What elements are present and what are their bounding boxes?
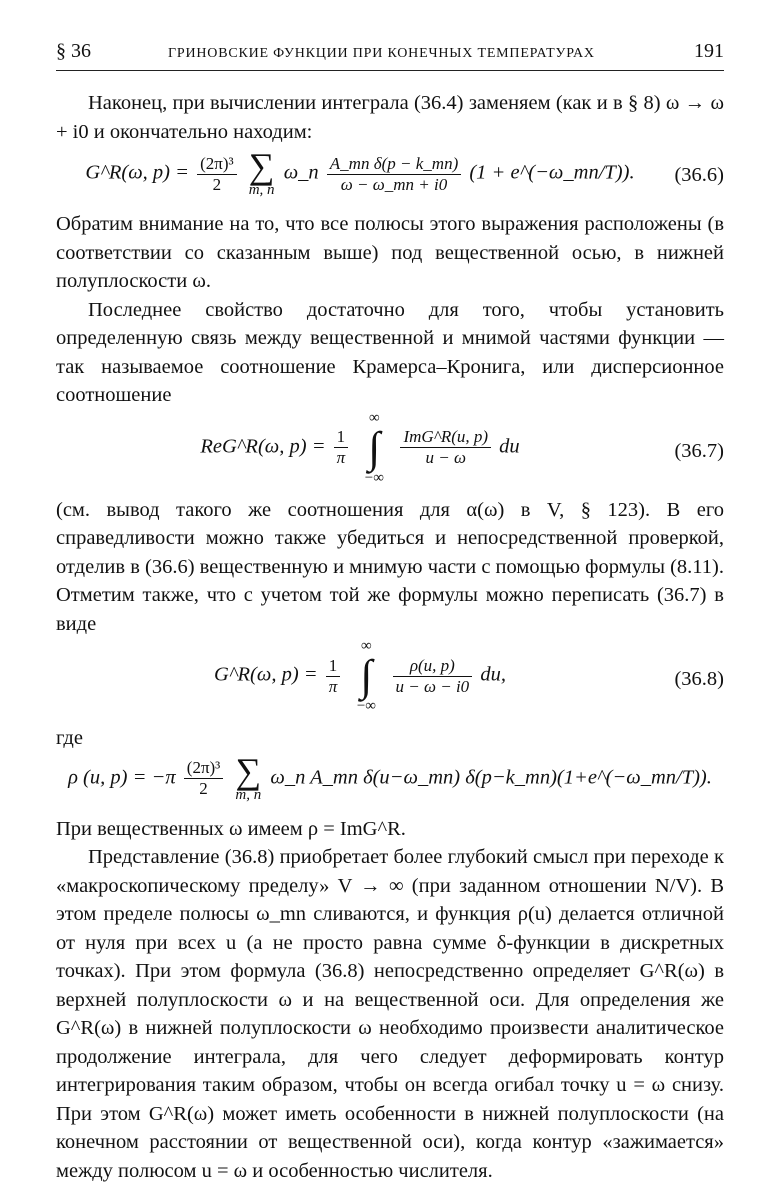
eq366-frac-num: A_mn δ(p − k_mn) [327,154,461,175]
eq368-int-upper: ∞ [361,638,372,654]
equation-36-7 [56,410,724,496]
eq368-integral: ∞ ∫ −∞ [352,638,380,714]
eq367-integral: ∞ ∫ −∞ [360,410,388,486]
eq368-tag: (36.8) [674,668,724,690]
eq367-coef-den: π [336,448,346,467]
equation-rho [56,750,724,815]
eq366-fraction [327,154,461,195]
eq368-coef-num: 1 [326,656,341,677]
running-header [56,38,724,68]
eq367-lhs: ReG^R(ω, p) = [200,435,326,458]
eq368-lhs: G^R(ω, p) = [214,663,318,686]
rho-coef-den: 2 [199,779,208,798]
section-number: § 36 [56,40,91,62]
paragraph-6: Представление (36.8) приобретает более глубокий смысл при переходе к «макроскопическому пределу» V → ∞ (при заданном отношении N/V). В этом пределе полюсы ω_mn сливаются, и функция ρ(u) делается отличной от нуля при всех u (а не просто равна сумме δ-функции в дискретных точках). При этом формула (36.8) непосредственно определяет G^R(ω) в верхней полуплоскости ω и на вещественной оси. Для определения же G^R(ω) в нижней полуплоскости ω необходимо произвести аналитическое продолжение интеграла, для чего следует деформировать контур интегрирования таким образом, чтобы он всегда огибал точку u = ω снизу. При этом G^R(ω) может иметь особенности в нижней полуплоскости (на конечном расстоянии от вещественной оси), когда контур «зажимается» между полюсом u = ω и особенностью числителя. [56,846,724,1182]
eq367-frac-num: ImG^R(u, p) [400,427,491,448]
book-page [56,38,724,1185]
rho-body: ω_n A_mn δ(u−ω_mn) δ(p−k_mn)(1+e^(−ω_mn/T)). [270,766,712,789]
eq367-coef-num: 1 [334,427,349,448]
rho-coef [184,758,224,799]
eq367-tail: du [499,435,520,458]
eq368-coef [326,656,341,697]
page-number: 191 [694,40,724,62]
eq367-int-lower: −∞ [364,469,384,486]
eq367-frac-den: u − ω [425,448,466,467]
eq366-sum-limits: m, n [248,182,275,198]
paragraph-1: Наконец, при вычислении интеграла (36.4) заменяем (как и в § 8) ω → ω + i0 и окончательно находим: [56,92,724,143]
eq366-coef-den: 2 [212,174,222,194]
header-rule [56,70,724,71]
paragraph-5: При вещественных ω имеем ρ = ImG^R. [56,817,406,840]
eq367-tag: (36.7) [674,439,724,462]
eq367-int-upper: ∞ [368,409,380,426]
where-word: где [56,727,83,749]
eq366-tag: (36.6) [674,164,724,186]
rho-sum: ∑ m, n [235,750,262,803]
eq366-sum: ∑ m, n [248,146,275,198]
eq368-coef-den: π [328,676,338,696]
rho-lhs: ρ (u, p) = −π [68,766,176,789]
eq366-coef [197,154,237,195]
rho-coef-num: (2π)³ [184,758,224,779]
paragraph-3: Последнее свойство достаточно для того, чтобы установить определенную связь между вещественной и мнимой частями функции — так называемое соотношение Крамерса–Кронига, или дисперсионное соотношение [56,298,724,406]
eq368-fraction [393,656,473,697]
equation-36-6 [56,146,724,210]
eq368-frac-den: u − ω − i0 [395,676,470,696]
rho-sum-limits: m, n [235,786,262,803]
paragraph-4: (см. вывод такого же соотношения для α(ω) в V, § 123). В его справедливости можно также убедиться и непосредственной проверкой, отделив в (36.6) вещественную и мнимую части с помощью формулы (8.11). Отметим также, что с учетом той же формулы можно переписать (36.7) в виде [56,498,724,635]
eq368-frac-num: ρ(u, p) [393,656,473,677]
eq368-tail: du, [480,663,506,686]
paragraph-2: Обратим внимание на то, что все полюсы этого выражения расположены (в соответствии со сказанным выше) под вещественной осью, в нижней полуплоскости ω. [56,213,724,292]
eq366-frac-den: ω − ω_mn + i0 [340,174,448,194]
eq366-omega-n: ω_n [283,161,319,184]
eq367-coef [334,427,349,468]
eq366-tail: (1 + e^(−ω_mn/T)). [469,161,635,184]
eq366-coef-num: (2π)³ [197,154,237,175]
eq366-lhs: G^R(ω, p) = [85,161,189,184]
eq367-fraction [400,427,491,468]
running-title: ГРИНОВСКИЕ ФУНКЦИИ ПРИ КОНЕЧНЫХ ТЕМПЕРАТУРАХ [168,46,595,61]
equation-36-8 [56,638,724,724]
eq368-int-lower: −∞ [356,698,376,714]
